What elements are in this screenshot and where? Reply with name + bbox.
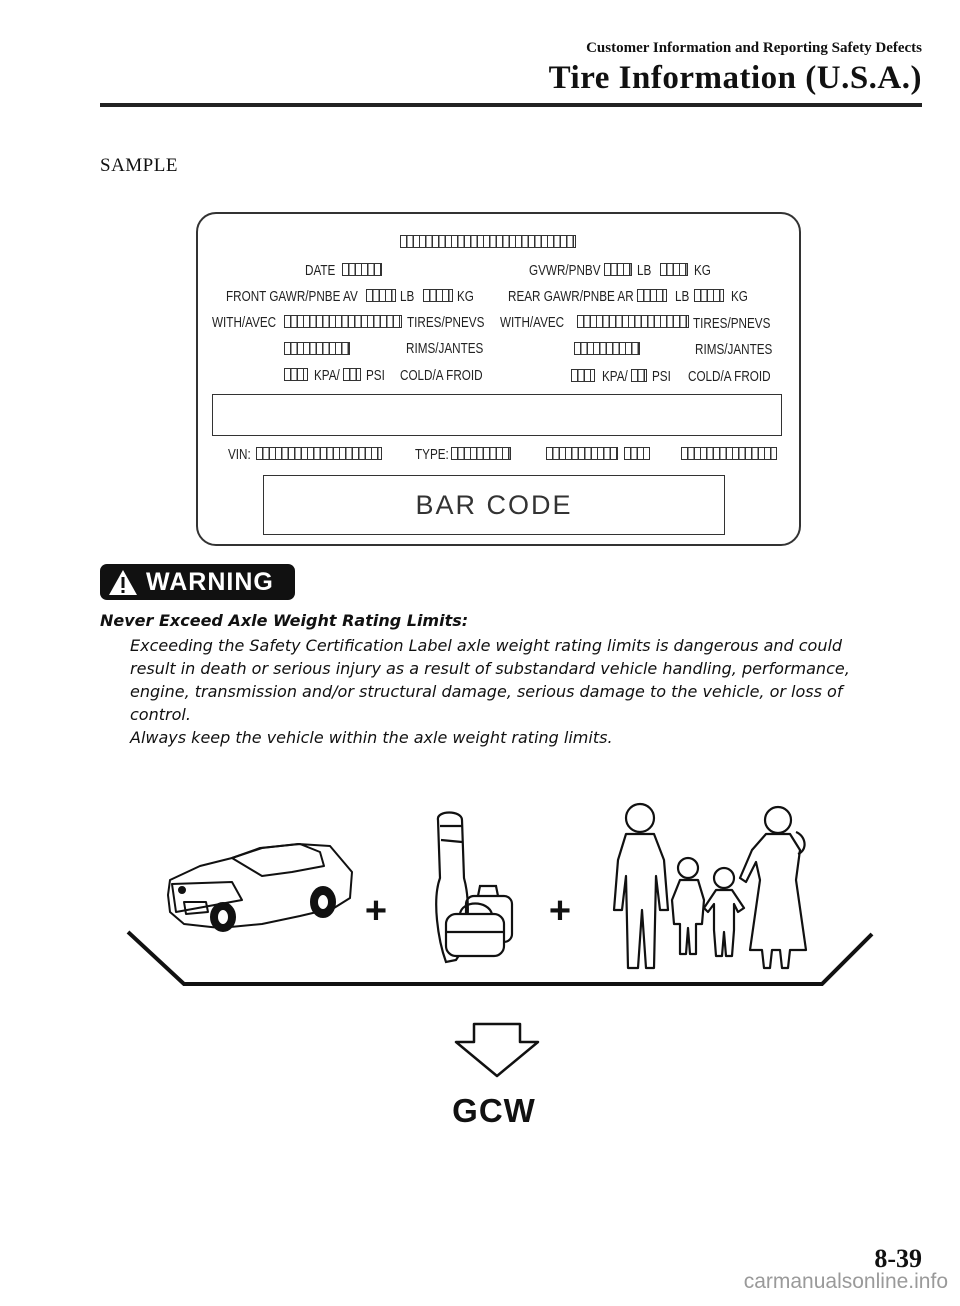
warning-advice: Always keep the vehicle within the axle weight rating limits. — [130, 728, 613, 747]
section-title: Customer Information and Reporting Safety Defects — [586, 40, 922, 56]
label-placeholder-rear-psi — [631, 369, 647, 382]
label-rear-psi: PSI — [652, 368, 671, 385]
label-rear-rims: RIMS/JANTES — [695, 341, 773, 358]
label-front-with: WITH/AVEC — [212, 314, 277, 331]
header-divider — [100, 103, 922, 107]
label-placeholder-header — [400, 235, 576, 248]
label-date: DATE — [305, 262, 336, 279]
label-gvwr-kg: KG — [694, 262, 711, 279]
page-title: Tire Information (U.S.A.) — [548, 60, 922, 96]
down-arrow-icon — [452, 1022, 542, 1078]
label-placeholder-rear-rim-size — [574, 342, 640, 355]
label-placeholder-gvwr-kg — [660, 263, 688, 276]
warning-text: Exceeding the Safety Certification Label axle weight rating limits is dangerous and could result in death or serious injury as a result of substandard vehicle handling, performance, engine, transmission and/or structural damage, serious damage to the vehicle, or loss of control. — [130, 636, 850, 724]
label-placeholder-code-c — [681, 447, 777, 460]
page-number: 8-39 — [874, 1244, 922, 1273]
label-front-psi: PSI — [366, 367, 385, 384]
label-type: TYPE: — [415, 446, 449, 463]
warning-badge — [100, 564, 295, 600]
warning-badge-label: WARNING — [146, 567, 274, 596]
label-front-cold: COLD/A FROID — [400, 367, 483, 384]
label-rear-kpa: KPA/ — [602, 368, 628, 385]
label-placeholder-rear-lb — [637, 289, 667, 302]
label-placeholder-front-tire-size — [284, 315, 402, 328]
label-front-kg: KG — [457, 288, 474, 305]
label-blank-band — [212, 394, 782, 436]
plus-sign-1: + — [364, 890, 388, 932]
label-gvwr: GVWR/PNBV — [529, 262, 601, 279]
label-gvwr-lb: LB — [637, 262, 652, 279]
luggage-illustration — [436, 813, 512, 963]
warning-heading: Never Exceed Axle Weight Rating Limits: — [100, 611, 469, 630]
watermark: carmanualsonline.info — [743, 1270, 948, 1293]
warning-body — [130, 634, 890, 749]
gcw-label: GCW — [452, 1092, 536, 1129]
label-placeholder-gvwr-lb — [604, 263, 632, 276]
label-placeholder-vin — [256, 447, 382, 460]
label-placeholder-front-psi — [343, 368, 361, 381]
barcode-area — [263, 475, 725, 535]
sample-caption: SAMPLE — [100, 155, 178, 176]
label-placeholder-rear-kpa — [571, 369, 595, 382]
label-rear-cold: COLD/A FROID — [688, 368, 771, 385]
barcode-label: BAR CODE — [415, 489, 573, 520]
label-placeholder-front-kpa — [284, 368, 308, 381]
family-illustration — [614, 804, 806, 968]
label-placeholder-front-rim-size — [284, 342, 350, 355]
label-placeholder-type — [451, 447, 511, 460]
label-rear-tires: TIRES/PNEVS — [693, 315, 771, 332]
label-rear-with: WITH/AVEC — [500, 314, 565, 331]
label-rear-lb: LB — [675, 288, 690, 305]
label-placeholder-rear-kg — [694, 289, 724, 302]
label-placeholder-code-a — [546, 447, 618, 460]
label-placeholder-date — [342, 263, 382, 276]
label-placeholder-rear-tire-size — [577, 315, 689, 328]
label-placeholder-front-kg — [423, 289, 453, 302]
label-front-kpa: KPA/ — [314, 367, 340, 384]
label-placeholder-code-b — [624, 447, 650, 460]
label-placeholder-front-lb — [366, 289, 396, 302]
label-front-lb: LB — [400, 288, 415, 305]
label-front-tires: TIRES/PNEVS — [407, 314, 485, 331]
car-illustration — [168, 844, 352, 931]
warning-icon — [100, 569, 146, 596]
label-front-rims: RIMS/JANTES — [406, 340, 484, 357]
plus-sign-2: + — [548, 890, 572, 932]
label-vin: VIN: — [228, 446, 251, 463]
label-rear-kg: KG — [731, 288, 748, 305]
label-front-gawr: FRONT GAWR/PNBE AV — [226, 288, 358, 305]
label-rear-gawr: REAR GAWR/PNBE AR — [508, 288, 634, 305]
